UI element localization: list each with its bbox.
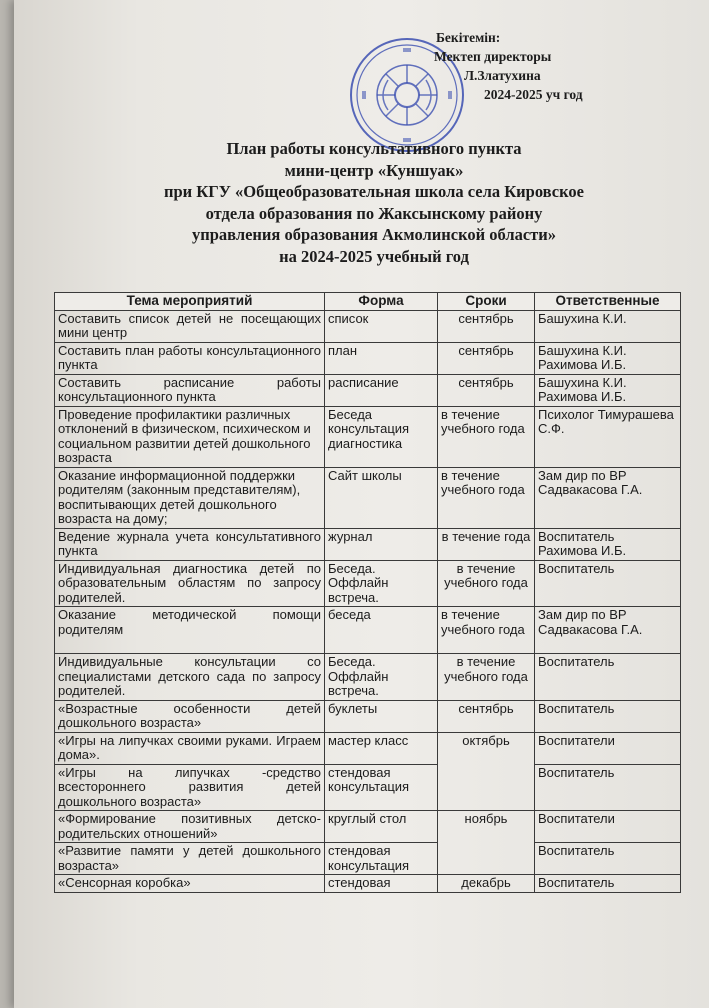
table-row (55, 406, 681, 467)
table-row (55, 700, 681, 732)
approval-year-text: 2024-2025 уч год (484, 87, 583, 102)
title-line: отдела образования по Жаксынскому району (205, 203, 543, 223)
cell-responsible: Башухина К.И. (535, 310, 681, 342)
cell-form: стендовая (325, 875, 438, 893)
approval-year (426, 85, 709, 104)
cell-term: ноябрь (438, 811, 535, 875)
cell-term: в течение года (438, 528, 535, 560)
column-header-form: Форма (325, 293, 438, 311)
cell-form: Беседа. Оффлайн встреча. (325, 560, 438, 607)
cell-topic: «Развитие памяти у детей дошкольного возраста» (55, 843, 325, 875)
cell-form: мастер класс (325, 732, 438, 764)
approval-position: Мектеп директоры (434, 49, 552, 64)
cell-responsible: Воспитатель Рахимова И.Б. (535, 528, 681, 560)
table-row (55, 467, 681, 528)
title-line: управления образования Акмолинской области» (191, 225, 557, 244)
cell-topic: Оказание информационной поддержки родителям (законным представителям), воспитывающих детей дошкольного возраста на дому; (55, 467, 325, 528)
title-line: на 2024-2025 учебный год (279, 246, 469, 266)
cell-form: стендовая консультация (325, 764, 438, 811)
cell-term: в течение учебного года (438, 560, 535, 607)
approval-block (426, 28, 709, 104)
cell-responsible: Психолог Тимурашева С.Ф. (535, 406, 681, 467)
cell-responsible: Воспитатели (535, 811, 681, 843)
cell-topic: «Формирование позитивных детско-родительских отношений» (55, 811, 325, 843)
cell-form: буклеты (325, 700, 438, 732)
cell-topic: Составить план работы консультационного пункта (55, 342, 325, 374)
cell-form: список (325, 310, 438, 342)
document-title (54, 138, 694, 267)
cell-topic: Индивидуальные консультации со специалистами детского сада по запросу родителей. (55, 654, 325, 701)
cell-form: журнал (325, 528, 438, 560)
title-line: План работы консультативного пункта (226, 139, 522, 158)
table-row (55, 875, 681, 893)
cell-responsible: Башухина К.И. Рахимова И.Б. (535, 342, 681, 374)
table-row (55, 654, 681, 701)
cell-term: октябрь (438, 732, 535, 811)
table-row (55, 843, 681, 875)
plan-table (54, 292, 681, 893)
cell-form: Беседа консультация диагностика (325, 406, 438, 467)
column-header-topic: Тема мероприятий (55, 293, 325, 311)
cell-term: в течение учебного года (438, 406, 535, 467)
cell-topic: «Игры на липучках -средство всестороннего развития детей дошкольного возраста» (55, 764, 325, 811)
cell-form: Сайт школы (325, 467, 438, 528)
table-row (55, 811, 681, 843)
cell-term: сентябрь (438, 310, 535, 342)
table-row (55, 374, 681, 406)
cell-responsible: Зам дир по ВР Садвакасова Г.А. (535, 607, 681, 654)
cell-term: сентябрь (438, 342, 535, 374)
cell-responsible: Воспитатель (535, 560, 681, 607)
cell-form: Беседа. Оффлайн встреча. (325, 654, 438, 701)
cell-responsible: Воспитатель (535, 843, 681, 875)
cell-responsible: Воспитатель (535, 654, 681, 701)
table-row (55, 560, 681, 607)
cell-form: круглый стол (325, 811, 438, 843)
cell-term: сентябрь (438, 374, 535, 406)
table-row (55, 607, 681, 654)
cell-responsible: Башухина К.И. Рахимова И.Б. (535, 374, 681, 406)
table-row (55, 310, 681, 342)
table-header-row (55, 293, 681, 311)
cell-topic: Составить расписание работы консультационного пункта (55, 374, 325, 406)
title-line: мини-центр «Куншуак» (284, 160, 464, 180)
approval-heading: Бекітемін: (436, 30, 501, 45)
cell-term: в течение учебного года (438, 467, 535, 528)
cell-form: план (325, 342, 438, 374)
cell-responsible: Воспитатель (535, 700, 681, 732)
cell-responsible: Воспитатель (535, 764, 681, 811)
cell-responsible: Воспитатель (535, 875, 681, 893)
cell-term: в течение учебного года (438, 607, 535, 654)
cell-topic: Ведение журнала учета консультативного пункта (55, 528, 325, 560)
cell-form: стендовая консультация (325, 843, 438, 875)
cell-topic: «Игры на липучках своими руками. Играем дома». (55, 732, 325, 764)
cell-topic: «Сенсорная коробка» (55, 875, 325, 893)
table-row (55, 732, 681, 764)
cell-topic: Составить список детей не посещающих мини центр (55, 310, 325, 342)
cell-term: декабрь (438, 875, 535, 893)
table-row (55, 342, 681, 374)
cell-term: сентябрь (438, 700, 535, 732)
cell-term: в течение учебного года (438, 654, 535, 701)
table-row (55, 764, 681, 811)
cell-form: беседа (325, 607, 438, 654)
column-header-responsible: Ответственные (535, 293, 681, 311)
cell-responsible: Зам дир по ВР Садвакасова Г.А. (535, 467, 681, 528)
cell-topic: «Возрастные особенности детей дошкольного возраста» (55, 700, 325, 732)
cell-topic: Проведение профилактики различных отклонений в физическом, психическом и социальном развитии детей дошкольного возраста (55, 406, 325, 467)
cell-responsible: Воспитатели (535, 732, 681, 764)
column-header-term: Сроки (438, 293, 535, 311)
title-line: при КГУ «Общеобразовательная школа села Кировское (163, 182, 584, 201)
cell-form: расписание (325, 374, 438, 406)
document-page (14, 0, 709, 1008)
table-row (55, 528, 681, 560)
cell-topic: Оказание методической помощи родителям (55, 607, 325, 654)
cell-topic: Индивидуальная диагностика детей по образовательным областям по запросу родителей. (55, 560, 325, 607)
approval-signer: Л.Златухина (464, 68, 541, 83)
